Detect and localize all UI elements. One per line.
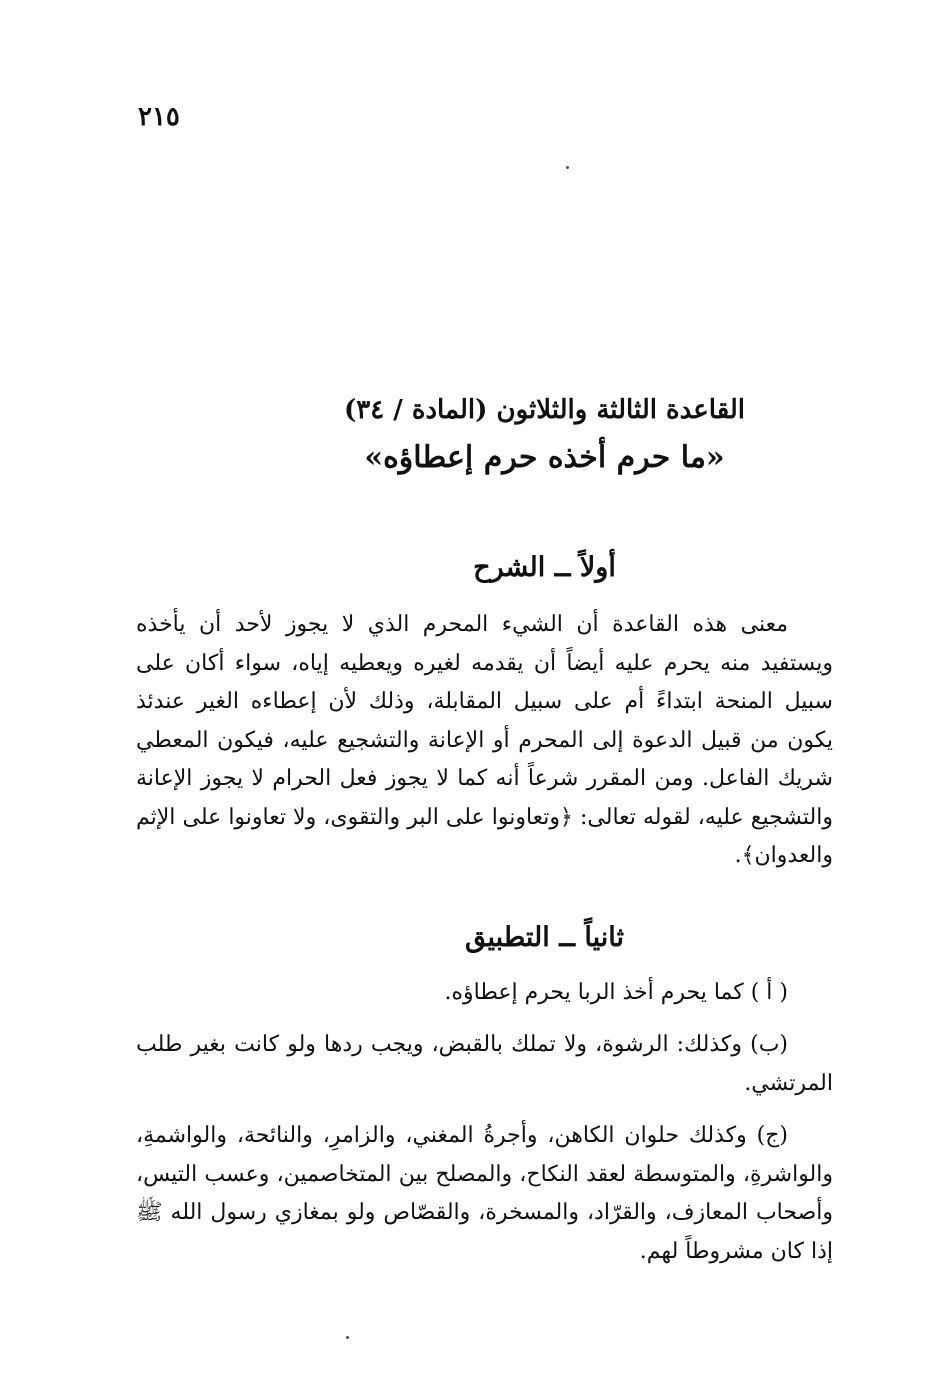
rule-maxim: «ما حرم أخذه حرم إعطاؤه» — [364, 440, 725, 475]
explanation-paragraph: معنى هذه القاعدة أن الشيء المحرم الذي لا يجوز لأحد أن يأخذه ويستفيد منه يحرم عليه أيضاً أن يقدمه لغيره ويعطيه إياه، سواء أكان على سبيل المنحة ابتداءً أم على سبيل المقابلة، وذلك لأن إعطاءه الغير عندئذ يكون من قبيل الدعوة إلى المحرم أو الإعانة والتشجيع عليه، فيكون المعطي شريك الفاعل. ومن المقرر شرعاً أنه كما لا يجوز فعل الحرام لا يجوز الإعانة والتشجيع عليه، لقوله تعالى: ﴿وتعاونوا على البر والتقوى، ولا تعاونوا على الإثم والعدوان﴾. — [136, 612, 833, 868]
application-heading: ثانياً ــ التطبيق — [464, 921, 625, 953]
print-speck — [346, 1336, 349, 1339]
page-content — [136, 388, 833, 1271]
application-item-b: (ب) وكذلك: الرشوة، ولا تملك بالقبض، ويجب ردها ولو كانت بغير طلب المرتشي. — [136, 1032, 833, 1096]
explanation-heading: أولاً ــ الشرح — [473, 552, 616, 583]
print-speck — [566, 166, 569, 169]
page-number: ٢١٥ — [138, 102, 180, 132]
application-item-c: (ج) وكذلك حلوان الكاهن، وأجرةُ المغني، والزامرِ، والنائحة، والواشمةِ، والواشرةِ، والمتوسطة لعقد النكاح، والمصلح بين المتخاصمين، وعسب التيس، وأصحاب المعازف، والقرّاد، والمسخرة، والقصّاص ولو بمغازي رسول الله ﷺ إذا كان مشروطاً لهم. — [136, 1123, 833, 1264]
rule-title: القاعدة الثالثة والثلاثون (المادة / ٣٤) — [343, 395, 746, 425]
rule-title-block — [256, 388, 833, 484]
application-item-a: ( أ ) كما يحرم أخذ الربا يحرم إعطاؤه. — [444, 979, 788, 1005]
